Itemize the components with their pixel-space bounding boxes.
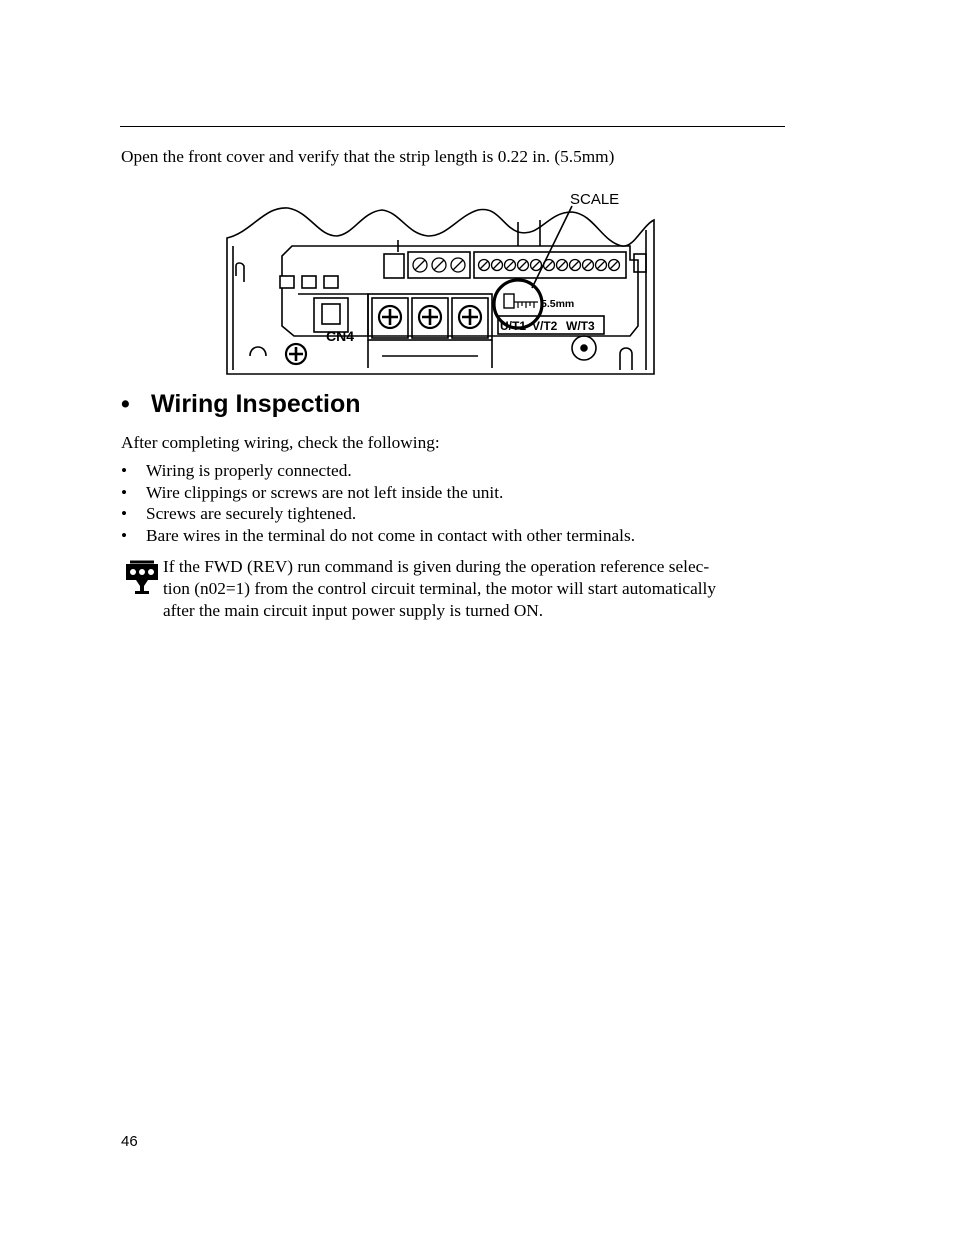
header-rule: [120, 126, 785, 127]
list-item: [121, 525, 635, 547]
list-item: [121, 503, 635, 525]
list-item-text: Wiring is properly connected.: [146, 461, 352, 480]
list-item: [121, 460, 635, 482]
note-line: tion (n02=1) from the control circuit terminal, the motor will start automatically: [163, 579, 716, 598]
note-line: If the FWD (REV) run command is given during the operation reference selec-: [163, 557, 710, 576]
page-number: 46: [121, 1133, 138, 1150]
section-title: Wiring Inspection: [151, 390, 361, 418]
list-bullet: •: [121, 504, 128, 524]
intro-text: Open the front cover and verify that the strip length is 0.22 in. (5.5mm): [121, 147, 615, 166]
strip-length-label: 5.5mm: [541, 298, 575, 310]
warning-note-icon: [124, 558, 160, 596]
list-bullet: •: [121, 482, 128, 502]
terminal-w-label: W/T3: [566, 319, 595, 333]
note-text: [163, 556, 783, 622]
cn4-label: CN4: [326, 328, 355, 344]
list-item-text: Screws are securely tightened.: [146, 504, 357, 524]
terminal-u-label: U/T1: [500, 319, 527, 333]
heading-bullet: •: [121, 390, 130, 418]
list-item-text: Wire clippings or screws are not left inside the unit.: [146, 482, 504, 502]
checklist: [121, 460, 635, 547]
section-lead: After completing wiring, check the following:: [121, 433, 440, 452]
terminal-v-label: V/T2: [532, 319, 558, 333]
scale-label: SCALE: [570, 191, 620, 208]
strip-length-figure: [222, 186, 662, 378]
list-bullet: •: [121, 461, 128, 480]
note-line: after the main circuit input power supply is turned ON.: [163, 601, 544, 620]
list-item: [121, 482, 635, 504]
section-heading: [121, 388, 361, 420]
list-bullet: •: [121, 526, 128, 546]
list-item-text: Bare wires in the terminal do not come in contact with other terminals.: [146, 526, 636, 546]
